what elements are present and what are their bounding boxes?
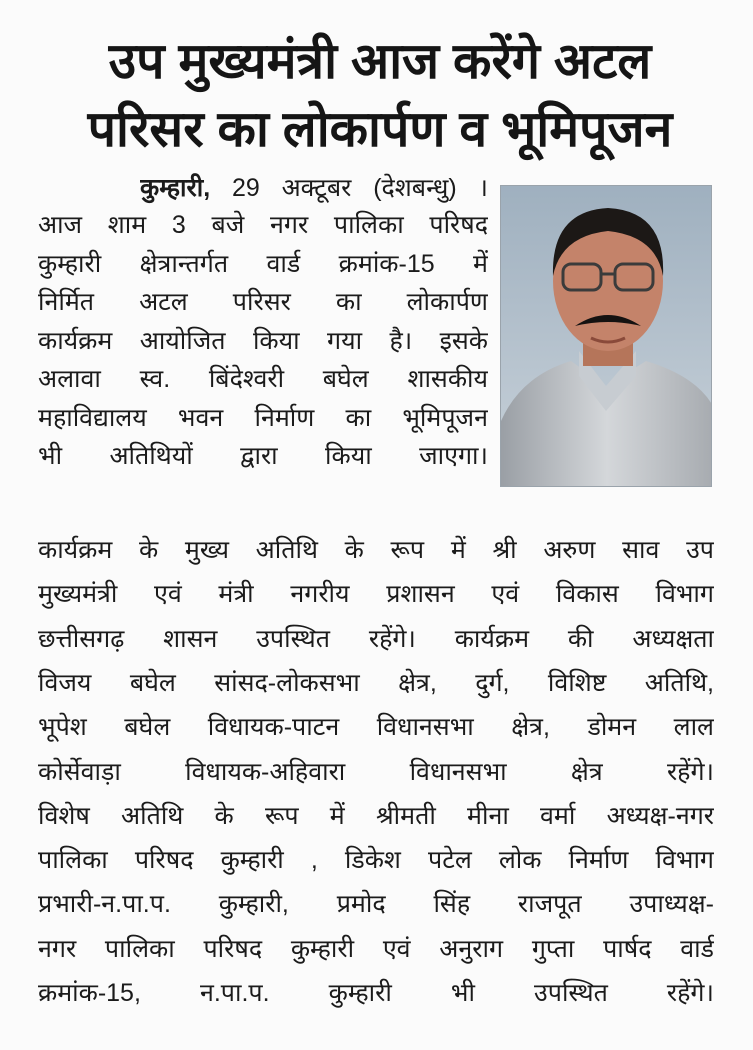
headline-line-1: उप मुख्यमंत्री आज करेंगे अटल: [108, 33, 652, 89]
headline-line-2: परिसर का लोकार्पण व भूमिपूजन: [87, 101, 673, 157]
dateline-date-source: 29 अक्टूबर (देशबन्धु) ।: [210, 174, 488, 202]
portrait-photo: [500, 185, 712, 487]
body-line: पालिका परिषद कुम्हारी , डिकेश पटेल लोक निर्माण विभाग: [38, 846, 714, 875]
body-line: महाविद्यालय भवन निर्माण का भूमिपूजन: [38, 403, 488, 432]
body-line: आज शाम 3 बजे नगर पालिका परिषद: [38, 211, 488, 239]
body-line: छत्तीसगढ़ शासन उपस्थित रहेंगे। कार्यक्रम की अध्यक्षता: [38, 624, 714, 653]
body-line: मुख्यमंत्री एवं मंत्री नगरीय प्रशासन एवं विकास विभाग: [38, 580, 714, 609]
dateline: [140, 170, 488, 207]
body-line: कुम्हारी क्षेत्रान्तर्गत वार्ड क्रमांक-15 में: [38, 249, 488, 278]
body-line: प्रभारी-न.पा.प. कुम्हारी, प्रमोद सिंह राजपूत उपाध्यक्ष-: [38, 890, 714, 919]
dateline-place: कुम्हारी,: [140, 174, 211, 202]
body-line: कोर्सेवाड़ा विधायक-अहिवारा विधानसभा क्षेत्र रहेंगे।: [38, 757, 714, 786]
body-line: क्रमांक-15, न.पा.प. कुम्हारी भी उपस्थित रहेंगे।: [38, 979, 714, 1007]
body-line: विजय बघेल सांसद-लोकसभा क्षेत्र, दुर्ग, विशिष्ट अतिथि,: [38, 668, 714, 697]
body-line: नगर पालिका परिषद कुम्हारी एवं अनुराग गुप्ता पार्षद वार्ड: [38, 934, 714, 963]
body-line: कार्यक्रम आयोजित किया गया है। इसके: [38, 326, 488, 355]
body-line: कार्यक्रम के मुख्य अतिथि के रूप में श्री अरुण साव उप: [38, 536, 714, 564]
body-line: विशेष अतिथि के रूप में श्रीमती मीना वर्मा अध्यक्ष-नगर: [38, 801, 714, 830]
body-line: निर्मित अटल परिसर का लोकार्पण: [38, 288, 488, 316]
body-line: भूपेश बघेल विधायक-पाटन विधानसभा क्षेत्र, डोमन लाल: [38, 713, 714, 742]
person-portrait-icon: [501, 186, 712, 487]
body-line: अलावा स्व. बिंदेश्वरी बघेल शासकीय: [38, 365, 488, 393]
body-line: भी अतिथियों द्वारा किया जाएगा।: [38, 442, 488, 470]
